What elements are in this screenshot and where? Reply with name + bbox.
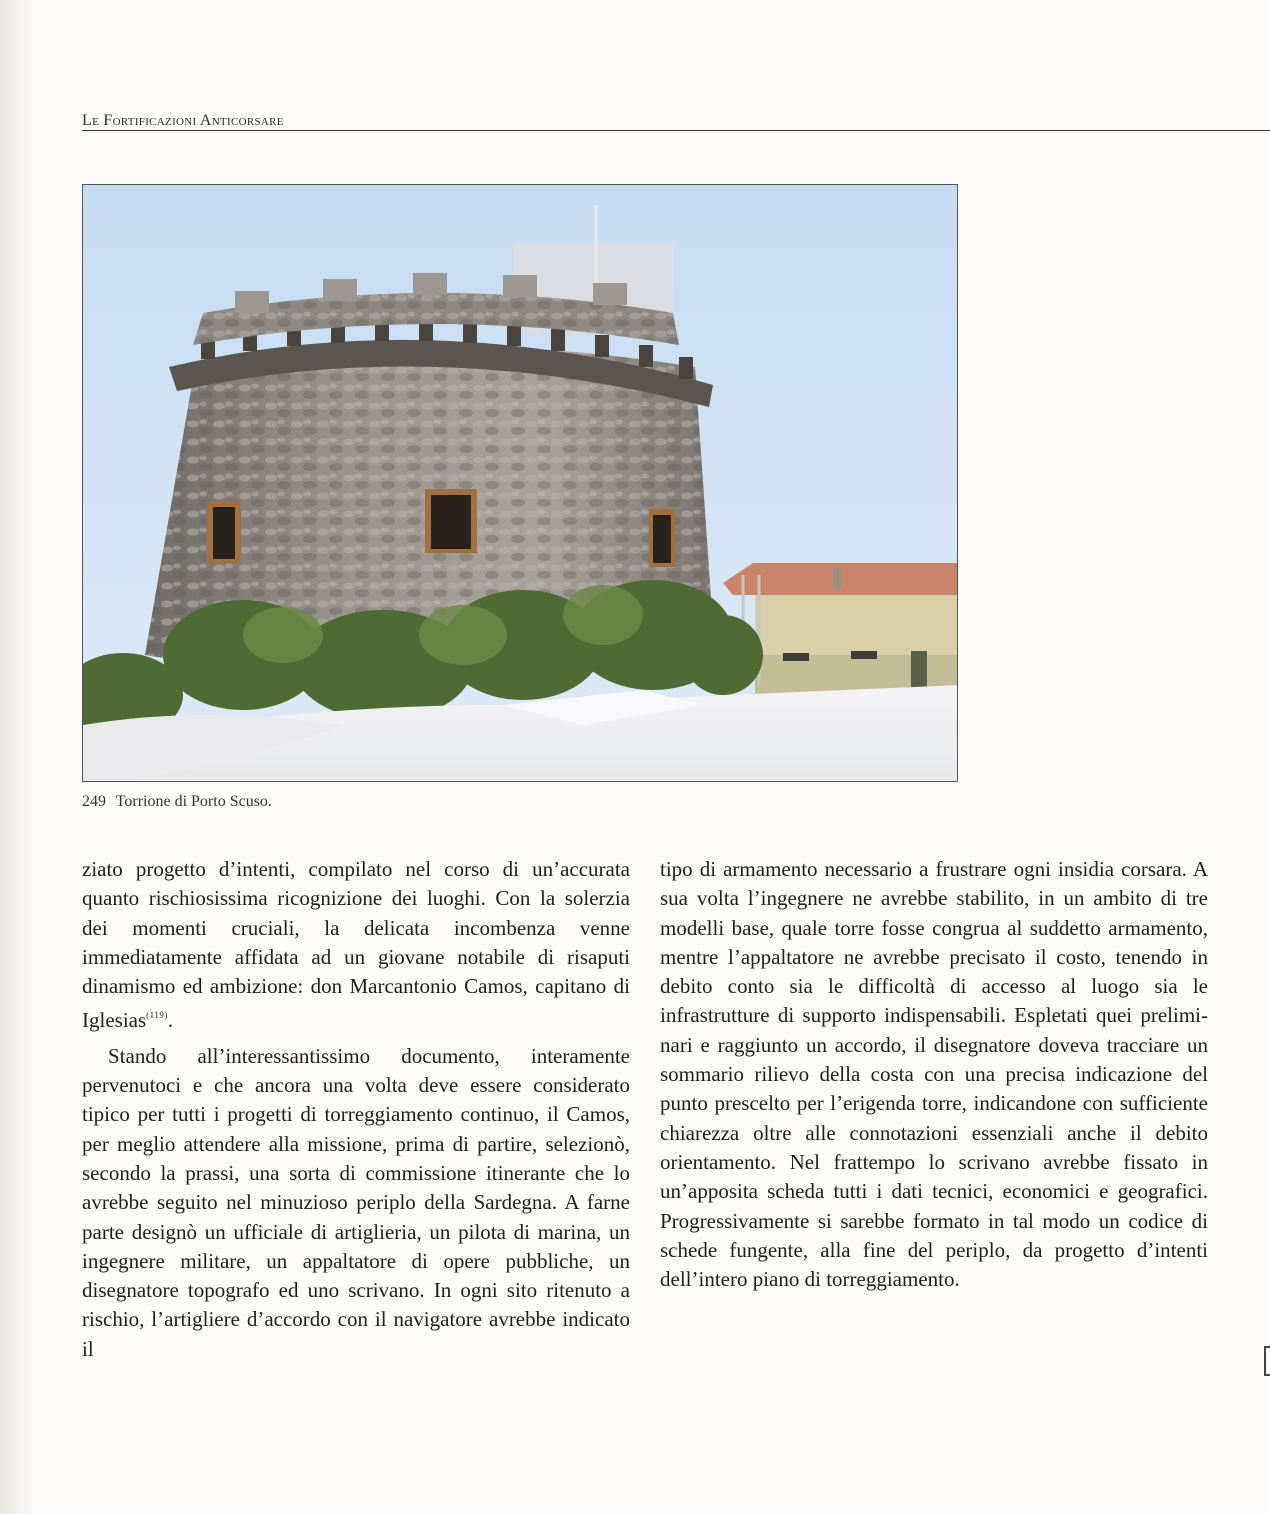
figure-caption-text: Torrione di Porto Scuso. <box>115 793 272 810</box>
paragraph <box>82 855 630 1036</box>
footnote-reference: (119) <box>146 1010 168 1021</box>
header-rule <box>82 130 1270 131</box>
page-gutter-shadow <box>0 0 40 1514</box>
paragraph: Stando all’interessantissimo documento, interamente pervenutoci e che ancora una volta deve essere considerato tipico per tutti i progetti di torreggiamento continuo, il Camos, per meglio attendere alla missione, prima di partire, selezionò, secondo la prassi, una sorta di commissione itinerante che lo avrebbe seguito nel minuzioso periplo della Sardegna. A farne parte designò un ufficiale di artiglieria, un pilota di marina, un ingegnere militare, un appaltatore di opere pubbliche, un disegnatore topografo ed uno scrivano. In ogni sito ritenuto a rischio, l’artigliere d’accordo con il navigatore avrebbe indicato il <box>82 1043 630 1361</box>
tower-photograph <box>82 184 958 782</box>
page-edge-bracket <box>1264 1346 1270 1376</box>
figure-caption <box>82 793 272 811</box>
porto-scuso-tower-illustration <box>83 185 958 782</box>
paragraph: tipo di armamento necessario a frustrare ogni insidia corsara. A sua volta l’ingegnere ne avrebbe stabilito, in un ambito di tre modelli base, quale torre fosse congrua al suddetto armamento, mentre l’appaltatore ne avrebbe precisato il costo, tenendo in debito conto sia le difficoltà di accesso al luogo sia le infrastrutture di supporto indispensabili. Espletati quei preliminari e raggiunto un accordo, il disegnatore doveva tracciare un sommario rilievo della costa con una precisa indicazione del punto prescelto per l’erigenda torre, indicandone con sufficiente chiarezza oltre alle connotazioni essenziali anche il debito orientamento. Nel frattempo lo scrivano avrebbe fissato in un’apposita scheda tutti i dati tecnici, economici e geografici. Progressivamente si sarebbe formato in tal modo un codice di schede fungente, alla fine del periplo, da progetto d’intenti dell’intero piano di torreggiamento. <box>660 857 1208 1292</box>
running-head: Le Fortificazioni Anticorsare <box>82 112 284 129</box>
paragraph-text: ziato progetto d’intenti, compilato nel corso di un’accurata quanto rischiosissima ricognizione dei luoghi. Con la solerzia dei momenti cruciali, la delicata incombenza venne immediatamente affidata ad un giovane notabile di risaputi dinamismo ed ambizione: don Marcantonio Camos, capitano di Iglesias <box>82 857 630 1033</box>
paragraph-end: . <box>167 1008 174 1033</box>
figure-number: 249 <box>82 793 106 810</box>
text-column-left <box>82 855 630 1364</box>
text-column-right <box>660 855 1208 1294</box>
